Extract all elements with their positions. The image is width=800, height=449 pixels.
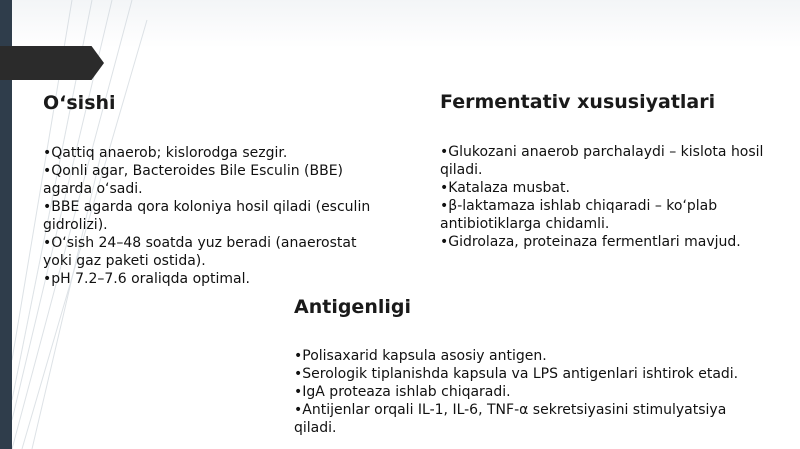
- section-title-fermentativ: Fermentativ xususiyatlari: [440, 91, 716, 113]
- list-item: •Qattiq anaerob; kislorodga sezgir.: [43, 145, 288, 161]
- list-item: •O‘sish 24–48 soatda yuz beradi (anaerostat yoki gaz paketi ostida).: [43, 235, 357, 269]
- list-item: •Serologik tiplanishda kapsula va LPS antigenlari ishtirok etadi.: [294, 366, 739, 382]
- section-title-osishi: O‘sishi: [43, 92, 116, 114]
- list-item: •Katalaza musbat.: [440, 180, 570, 196]
- section-fermentativ: [440, 91, 785, 251]
- list-item: •BBE agarda qora koloniya hosil qiladi (esculin gidrolizi).: [43, 199, 371, 233]
- list-item: •IgA proteaza ishlab chiqaradi.: [294, 384, 511, 400]
- list-item: •β-laktamaza ishlab chiqaradi – ko‘plab antibiotiklarga chidamli.: [440, 198, 718, 232]
- list-item: •Qonli agar, Bacteroides Bile Esculin (BBE) agarda o‘sadi.: [43, 163, 344, 197]
- section-osishi: [43, 92, 388, 288]
- section-title-antigenligi: Antigenligi: [294, 296, 411, 318]
- bullet-list-fermentativ: [440, 143, 785, 251]
- list-item: •Antijenlar orqali IL-1, IL-6, TNF-α sekretsiyasini stimulyatsiya qiladi.: [294, 402, 727, 436]
- section-antigenligi: [294, 296, 764, 437]
- bullet-list-antigenligi: [294, 347, 764, 437]
- bullet-list-osishi: [43, 144, 388, 288]
- list-item: •pH 7.2–7.6 oraliqda optimal.: [43, 271, 250, 287]
- list-item: •Polisaxarid kapsula asosiy antigen.: [294, 348, 547, 364]
- arrow-tab-decoration: [0, 46, 104, 80]
- list-item: •Glukozani anaerob parchalaydi – kislota hosil qiladi.: [440, 144, 764, 178]
- list-item: •Gidrolaza, proteinaza fermentlari mavjud.: [440, 234, 741, 250]
